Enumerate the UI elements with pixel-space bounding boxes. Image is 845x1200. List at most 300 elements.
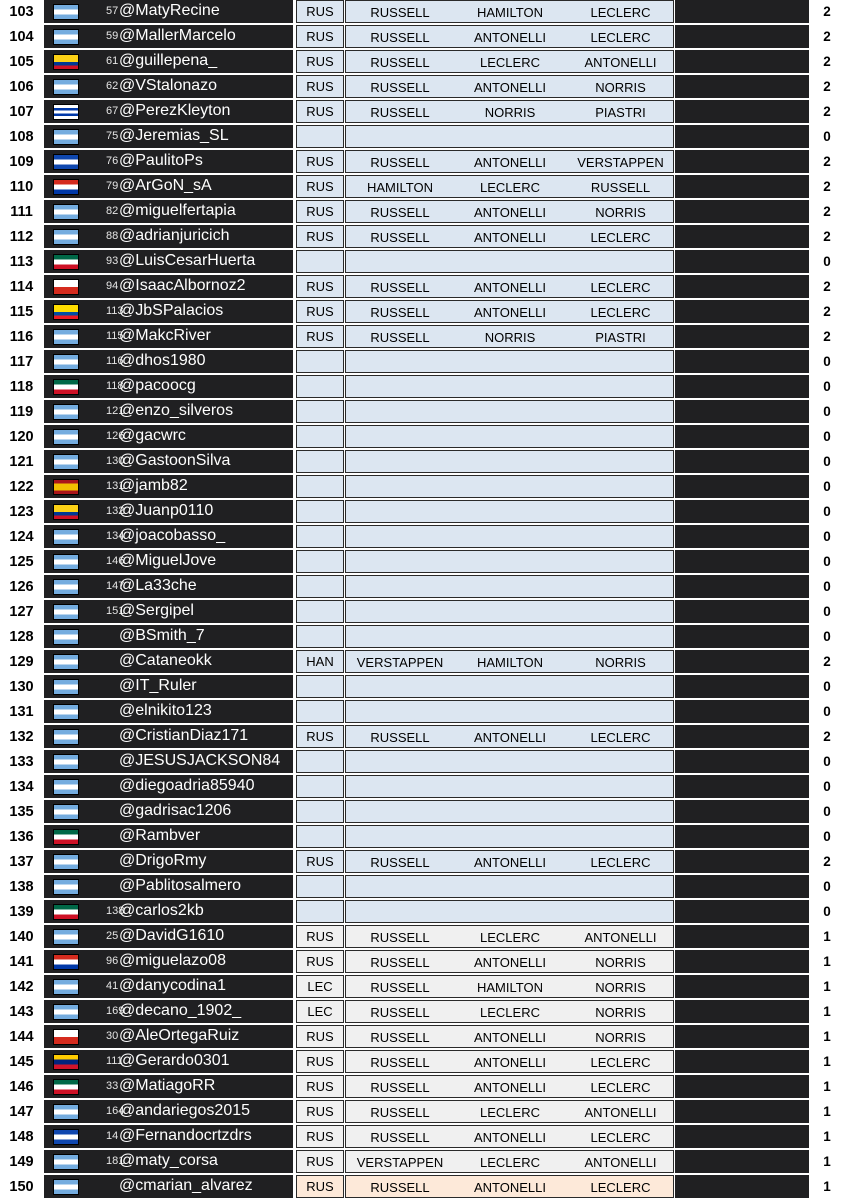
position-cell (1, 25, 42, 48)
podium-pick-3 (566, 401, 674, 423)
pole-pick-cell (296, 825, 344, 848)
podium-pick-1: RUSSELL (370, 1130, 430, 1145)
previous-rank: 79 (106, 180, 119, 192)
username[interactable]: @IT_Ruler (119, 677, 197, 694)
podium-picks-cell (345, 400, 674, 423)
position-cell (1, 450, 42, 473)
spacer-cell (675, 25, 809, 48)
flag-mx-icon (53, 379, 79, 395)
username[interactable]: @IsaacAlbornoz2 (119, 277, 246, 294)
spacer-cell (675, 300, 809, 323)
points: 2 (823, 304, 831, 319)
username[interactable]: @enzo_silveros (119, 402, 234, 419)
username[interactable]: @miguelfertapia (119, 202, 236, 219)
position-number: 132 (9, 728, 34, 745)
podium-pick-2 (454, 126, 566, 148)
table-row (0, 200, 845, 225)
podium-pick-1 (346, 451, 454, 473)
points-cell (811, 100, 843, 123)
username[interactable]: @maty_corsa (119, 1152, 218, 1169)
points: 0 (823, 604, 831, 619)
table-row (0, 450, 845, 475)
username[interactable]: @joacobasso_ (119, 527, 226, 544)
podium-picks-cell (345, 125, 674, 148)
podium-picks-cell (345, 175, 674, 198)
previous-rank: 134 (106, 530, 125, 542)
username[interactable]: @Juanp0110 (119, 502, 214, 519)
podium-pick-3 (566, 426, 674, 448)
podium-pick-2 (454, 776, 566, 798)
pole-pick-cell (296, 1125, 344, 1148)
position-cell (1, 225, 42, 248)
pole-pick-cell (296, 750, 344, 773)
position-cell (1, 150, 42, 173)
username[interactable]: @elnikito123 (119, 702, 212, 719)
position-number: 149 (9, 1153, 34, 1170)
points-cell (811, 525, 843, 548)
podium-pick-2: ANTONELLI (473, 955, 546, 970)
points: 0 (823, 629, 831, 644)
previous-rank: 169 (106, 1005, 125, 1017)
position-number: 141 (9, 953, 34, 970)
position-number: 136 (9, 828, 34, 845)
flag-ar-icon (53, 4, 79, 20)
username[interactable]: @diegoadria85940 (119, 777, 255, 794)
pole-pick-cell (296, 200, 344, 223)
spacer-cell (675, 1175, 809, 1198)
points: 1 (823, 1004, 831, 1019)
podium-pick-2 (454, 701, 566, 723)
previous-rank: 126 (106, 430, 125, 442)
spacer-cell (675, 375, 809, 398)
points: 2 (823, 654, 831, 669)
pole-pick-cell (296, 75, 344, 98)
username[interactable]: @MakcRiver (119, 327, 211, 344)
flag-ar-icon (53, 654, 79, 670)
position-cell (1, 325, 42, 348)
position-cell (1, 700, 42, 723)
podium-pick-1: RUSSELL (370, 105, 430, 120)
table-row (0, 0, 845, 25)
position-number: 114 (9, 278, 34, 295)
table-row (0, 225, 845, 250)
table-row (0, 525, 845, 550)
username[interactable]: @MallerMarcelo (119, 27, 236, 44)
podium-pick-2 (454, 351, 566, 373)
pole-pick-cell (296, 100, 344, 123)
podium-pick-3 (566, 676, 674, 698)
podium-picks-cell (345, 1100, 674, 1123)
podium-picks-cell (345, 1075, 674, 1098)
podium-picks-cell (345, 925, 674, 948)
user-cell (44, 525, 293, 548)
username[interactable]: @LuisCesarHuerta (119, 252, 256, 269)
podium-picks-cell (345, 850, 674, 873)
pole-pick-cell (296, 275, 344, 298)
podium-picks-cell (345, 950, 674, 973)
points-cell (811, 1075, 843, 1098)
pole-pick-cell (296, 600, 344, 623)
user-cell (44, 400, 293, 423)
position-cell (1, 50, 42, 73)
username[interactable]: @gadrisac1206 (119, 802, 232, 819)
pole-pick-cell (296, 575, 344, 598)
flag-ar-icon (53, 779, 79, 795)
flag-py-icon (53, 179, 79, 195)
points: 0 (823, 504, 831, 519)
position-cell (1, 1075, 42, 1098)
pole-pick: RUS (306, 304, 334, 319)
flag-ar-icon (53, 229, 79, 245)
username[interactable]: @adrianjuricich (119, 227, 230, 244)
flag-ar-icon (53, 604, 79, 620)
position-cell (1, 75, 42, 98)
points-cell (811, 425, 843, 448)
username[interactable]: @PaulitoPs (119, 152, 203, 169)
table-row (0, 550, 845, 575)
podium-pick-2 (454, 251, 566, 273)
points: 0 (823, 554, 831, 569)
spacer-cell (675, 875, 809, 898)
flag-ar-icon (53, 404, 79, 420)
username[interactable]: @cmarian_alvarez (119, 1177, 253, 1194)
podium-pick-3: NORRIS (595, 980, 646, 995)
points: 0 (823, 779, 831, 794)
podium-picks-cell (345, 1050, 674, 1073)
points: 1 (823, 1079, 831, 1094)
points-cell (811, 900, 843, 923)
user-cell (44, 875, 293, 898)
username[interactable]: @JESUSJACKSON84 (119, 752, 281, 769)
table-row (0, 150, 845, 175)
points-cell (811, 1025, 843, 1048)
position-cell (1, 900, 42, 923)
points: 0 (823, 529, 831, 544)
username[interactable]: @Fernandocrtzdrs (119, 1127, 252, 1144)
podium-pick-1: RUSSELL (370, 30, 430, 45)
podium-pick-1: RUSSELL (370, 1055, 430, 1070)
previous-rank: 62 (106, 80, 119, 92)
pole-pick-cell (296, 625, 344, 648)
flag-ar-icon (53, 204, 79, 220)
podium-pick-1 (346, 601, 454, 623)
user-cell (44, 650, 293, 673)
podium-picks-cell (345, 1175, 674, 1198)
username[interactable]: @jamb82 (119, 477, 188, 494)
points-cell (811, 975, 843, 998)
username[interactable]: @Sergipel (119, 602, 194, 619)
username[interactable]: @VStalonazo (119, 77, 218, 94)
user-cell (44, 375, 293, 398)
username[interactable]: @guillepena_ (119, 52, 218, 69)
podium-pick-1: VERSTAPPEN (356, 655, 444, 670)
position-number: 124 (9, 528, 34, 545)
pole-pick: RUS (306, 279, 334, 294)
flag-ar-icon (53, 79, 79, 95)
position-number: 108 (9, 128, 34, 145)
podium-pick-1 (346, 526, 454, 548)
table-row (0, 1175, 845, 1200)
pole-pick: LEC (307, 1004, 333, 1019)
previous-rank: 96 (106, 955, 119, 967)
podium-picks-cell (345, 375, 674, 398)
podium-pick-3: LECLERC (590, 1080, 651, 1095)
username[interactable]: @DavidG1610 (119, 927, 225, 944)
previous-rank: 147 (106, 580, 125, 592)
points: 2 (823, 104, 831, 119)
podium-pick-2 (454, 826, 566, 848)
points: 0 (823, 129, 831, 144)
position-number: 122 (9, 478, 34, 495)
podium-pick-3 (566, 901, 674, 923)
username[interactable]: @La33che (119, 577, 197, 594)
pole-pick-cell (296, 550, 344, 573)
pole-pick-cell (296, 500, 344, 523)
table-row (0, 950, 845, 975)
podium-pick-1: RUSSELL (370, 305, 430, 320)
podium-pick-3 (566, 376, 674, 398)
podium-picks-cell (345, 550, 674, 573)
points-cell (811, 650, 843, 673)
points: 2 (823, 154, 831, 169)
pole-pick: RUS (306, 104, 334, 119)
points-cell (811, 350, 843, 373)
user-cell (44, 1000, 293, 1023)
position-number: 110 (9, 178, 34, 195)
podium-pick-2 (454, 601, 566, 623)
spacer-cell (675, 425, 809, 448)
username[interactable]: @Cataneokk (119, 652, 212, 669)
podium-pick-2: ANTONELLI (473, 205, 546, 220)
podium-picks-cell (345, 625, 674, 648)
position-cell (1, 175, 42, 198)
position-number: 109 (9, 153, 34, 170)
position-number: 113 (9, 253, 34, 270)
username[interactable]: @AleOrtegaRuiz (119, 1027, 240, 1044)
podium-pick-3: LECLERC (590, 280, 651, 295)
username[interactable]: @danycodina1 (119, 977, 226, 994)
podium-pick-2 (454, 751, 566, 773)
position-cell (1, 500, 42, 523)
position-cell (1, 200, 42, 223)
previous-rank: 151 (106, 605, 125, 617)
username[interactable]: @Rambver (119, 827, 201, 844)
points-cell (811, 375, 843, 398)
podium-pick-2: LECLERC (480, 1155, 540, 1170)
spacer-cell (675, 975, 809, 998)
podium-pick-1: RUSSELL (370, 55, 430, 70)
username[interactable]: @CristianDiaz171 (119, 727, 249, 744)
username[interactable]: @JbSPalacios (119, 302, 224, 319)
user-cell (44, 975, 293, 998)
position-cell (1, 725, 42, 748)
username[interactable]: @Gerardo0301 (119, 1052, 230, 1069)
points-cell (811, 500, 843, 523)
podium-picks-cell (345, 675, 674, 698)
podium-pick-1: RUSSELL (370, 1105, 430, 1120)
username[interactable]: @decano_1902_ (119, 1002, 242, 1019)
spacer-cell (675, 575, 809, 598)
username[interactable]: @Pablitosalmero (119, 877, 242, 894)
position-cell (1, 375, 42, 398)
user-cell (44, 300, 293, 323)
previous-rank: 132 (106, 505, 125, 517)
podium-pick-1: RUSSELL (370, 1005, 430, 1020)
user-cell (44, 125, 293, 148)
previous-rank: 67 (106, 105, 119, 117)
previous-rank: 14 (106, 1130, 119, 1142)
username[interactable]: @MatiagoRR (119, 1077, 216, 1094)
username[interactable]: @ArGoN_sA (119, 177, 212, 194)
podium-pick-2: LECLERC (480, 930, 540, 945)
podium-pick-2: ANTONELLI (473, 1055, 546, 1070)
user-cell (44, 50, 293, 73)
pole-pick-cell (296, 150, 344, 173)
points: 2 (823, 279, 831, 294)
points-cell (811, 550, 843, 573)
points-cell (811, 50, 843, 73)
points: 2 (823, 854, 831, 869)
podium-pick-3: NORRIS (595, 1005, 646, 1020)
table-row (0, 775, 845, 800)
username[interactable]: @miguelazo08 (119, 952, 226, 969)
username[interactable]: @carlos2kb (119, 902, 204, 919)
spacer-cell (675, 600, 809, 623)
position-number: 142 (9, 978, 34, 995)
flag-cl-icon (53, 279, 79, 295)
position-cell (1, 1125, 42, 1148)
position-cell (1, 1150, 42, 1173)
podium-pick-2 (454, 676, 566, 698)
user-cell (44, 700, 293, 723)
user-cell (44, 575, 293, 598)
podium-pick-1 (346, 426, 454, 448)
username[interactable]: @dhos1980 (119, 352, 206, 369)
table-row (0, 1050, 845, 1075)
points: 0 (823, 454, 831, 469)
username[interactable]: @Jeremias_SL (119, 127, 229, 144)
podium-pick-1 (346, 701, 454, 723)
table-row (0, 650, 845, 675)
podium-picks-cell (345, 1125, 674, 1148)
podium-pick-3: ANTONELLI (584, 1105, 657, 1120)
podium-pick-1 (346, 901, 454, 923)
username[interactable]: @gacwrc (119, 427, 186, 444)
username[interactable]: @PerezKleyton (119, 102, 231, 119)
position-number: 130 (9, 678, 34, 695)
podium-pick-3 (566, 251, 674, 273)
flag-ar-icon (53, 804, 79, 820)
spacer-cell (675, 900, 809, 923)
podium-pick-3 (566, 526, 674, 548)
username[interactable]: @GastoonSilva (119, 452, 231, 469)
podium-pick-3 (566, 576, 674, 598)
position-cell (1, 400, 42, 423)
podium-pick-3: ANTONELLI (584, 1155, 657, 1170)
spacer-cell (675, 825, 809, 848)
flag-ar-icon (53, 1104, 79, 1120)
podium-pick-2 (454, 476, 566, 498)
points: 1 (823, 929, 831, 944)
user-cell (44, 800, 293, 823)
pole-pick-cell (296, 650, 344, 673)
spacer-cell (675, 450, 809, 473)
podium-pick-3 (566, 826, 674, 848)
username[interactable]: @pacoocg (119, 377, 196, 394)
podium-picks-cell (345, 725, 674, 748)
pole-pick-cell (296, 250, 344, 273)
position-cell (1, 775, 42, 798)
pole-pick: RUS (306, 1054, 334, 1069)
position-number: 115 (9, 303, 34, 320)
podium-picks-cell (345, 25, 674, 48)
podium-pick-2 (454, 626, 566, 648)
podium-pick-2: ANTONELLI (473, 155, 546, 170)
pole-pick-cell (296, 175, 344, 198)
podium-pick-3 (566, 126, 674, 148)
table-row (0, 1025, 845, 1050)
flag-cl-icon (53, 1029, 79, 1045)
table-row (0, 350, 845, 375)
spacer-cell (675, 350, 809, 373)
previous-rank: 41 (106, 980, 119, 992)
flag-ar-icon (53, 1154, 79, 1170)
position-cell (1, 875, 42, 898)
podium-pick-1: RUSSELL (370, 5, 430, 20)
user-cell (44, 350, 293, 373)
position-cell (1, 100, 42, 123)
flag-ar-icon (53, 729, 79, 745)
previous-rank: 76 (106, 155, 119, 167)
podium-pick-1: RUSSELL (370, 330, 430, 345)
podium-pick-3: NORRIS (595, 955, 646, 970)
pole-pick-cell (296, 900, 344, 923)
user-cell (44, 0, 293, 23)
username[interactable]: @andariegos2015 (119, 1102, 251, 1119)
username[interactable]: @MiguelJove (119, 552, 217, 569)
pole-pick-cell (296, 525, 344, 548)
position-cell (1, 1175, 42, 1198)
position-number: 137 (9, 853, 34, 870)
podium-pick-3 (566, 876, 674, 898)
podium-pick-3: LECLERC (590, 1055, 651, 1070)
podium-pick-2: ANTONELLI (473, 280, 546, 295)
points: 0 (823, 579, 831, 594)
username[interactable]: @DrigoRmy (119, 852, 207, 869)
pole-pick-cell (296, 1000, 344, 1023)
position-cell (1, 825, 42, 848)
podium-pick-2: ANTONELLI (473, 1080, 546, 1095)
podium-pick-3 (566, 501, 674, 523)
table-row (0, 875, 845, 900)
position-cell (1, 1000, 42, 1023)
pole-pick-cell (296, 1100, 344, 1123)
pole-pick: RUS (306, 1129, 334, 1144)
flag-ar-icon (53, 879, 79, 895)
position-number: 139 (9, 903, 34, 920)
table-row (0, 725, 845, 750)
podium-picks-cell (345, 50, 674, 73)
username[interactable]: @BSmith_7 (119, 627, 205, 644)
points: 2 (823, 179, 831, 194)
username[interactable]: @MatyRecine (119, 2, 220, 19)
points: 0 (823, 754, 831, 769)
points: 1 (823, 954, 831, 969)
podium-pick-2: ANTONELLI (473, 80, 546, 95)
pole-pick: RUS (306, 154, 334, 169)
points: 2 (823, 54, 831, 69)
spacer-cell (675, 150, 809, 173)
